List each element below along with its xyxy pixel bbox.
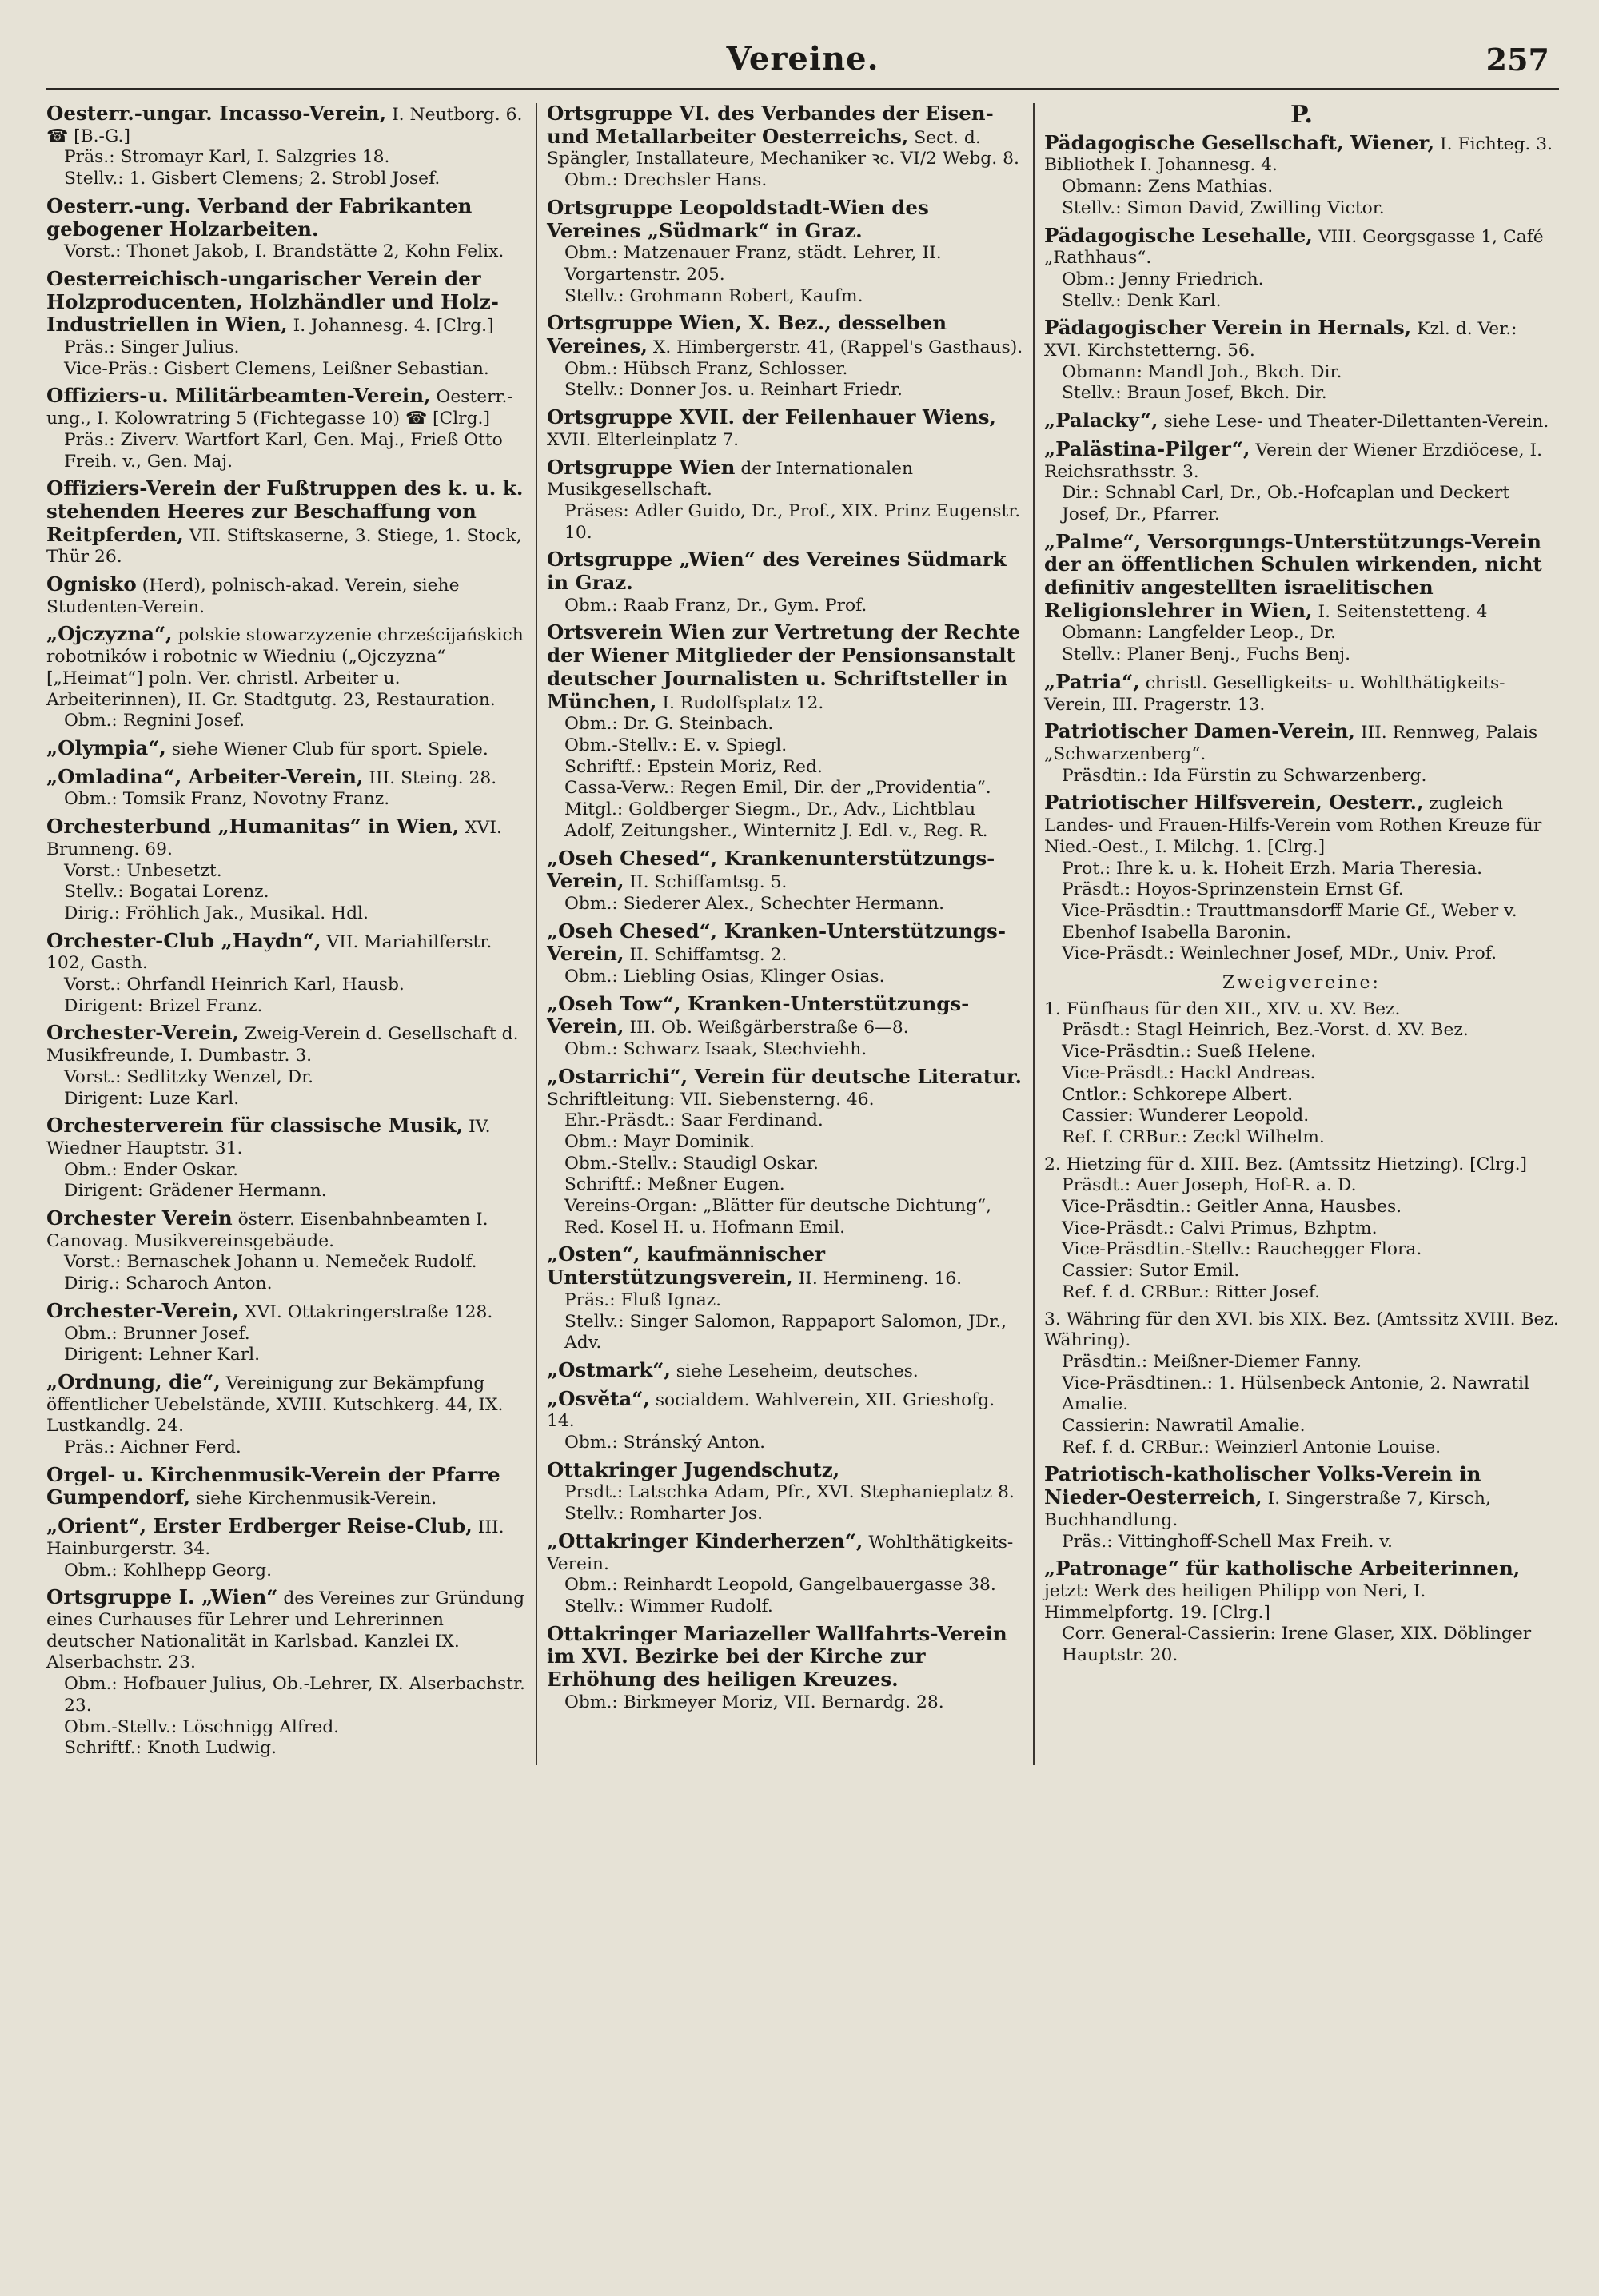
entry-address: I. Neutborg. 6. ☎ [B.-G.] <box>46 105 523 146</box>
entry-officer-line: Ref. f. d. CRBur.: Weinzierl Antonie Louise. <box>1062 1437 1441 1457</box>
entry-address: siehe Lese- und Theater-Dilettanten-Verein. <box>1163 412 1549 432</box>
entry-name: „Oseh Chesed“, Krankenunterstützungs-Verein, <box>547 846 995 893</box>
entry-address: X. Himbergerstr. 41, (Rappel's Gasthaus). <box>652 337 1023 358</box>
entry-officer-line: Schriftf.: Meßner Eugen. <box>564 1174 785 1195</box>
entry-name: Orgel- u. Kirchenmusik-Verein der Pfarre Gumpendorf, <box>46 1462 500 1509</box>
entry-officer-line: Ehr.-Präsdt.: Saar Ferdinand. <box>564 1110 823 1131</box>
entry-officer-line: Dirigent: Luze Karl. <box>64 1088 240 1109</box>
entry-officer-line: Obm.: Stránský Anton. <box>564 1433 766 1453</box>
directory-entry <box>547 313 1023 401</box>
directory-entry <box>1044 792 1559 965</box>
entry-name: Offiziers-Verein der Fußtruppen des k. u. k. stehenden Heeres zur Beschaffung von Reitpferden, <box>46 476 524 546</box>
entry-first-line <box>547 1457 1023 1483</box>
entry-officer-line: Präsdt.: Stagl Heinrich, Bez.-Vorst. d. XV. Bez. <box>1062 1020 1469 1041</box>
entry-first-line <box>547 197 1023 243</box>
directory-entry <box>46 1516 526 1581</box>
entry-address: VII. Stiftskaserne, 3. Stiege, 1. Stock, Thür 26. <box>46 525 522 568</box>
entry-address: siehe Leseheim, deutsches. <box>676 1361 919 1381</box>
entry-name: „Ordnung, die“, <box>46 1369 221 1393</box>
entry-first-line <box>46 1298 526 1324</box>
entry-officer-line: Mitgl.: Goldberger Siegm., Dr., Adv., Lichtblau Adolf, Zeitungsher., Winternitz J. Edl. v., Reg. R. <box>564 799 988 841</box>
entry-officer-line: Dirig.: Scharoch Anton. <box>64 1274 273 1294</box>
entry-officer-line: Obm.: Raab Franz, Dr., Gym. Prof. <box>564 595 867 616</box>
entry-officer-line: Obm.: Matzenauer Franz, städt. Lehrer, II. Vorgartenstr. 205. <box>564 243 942 285</box>
entry-first-line <box>1044 225 1559 269</box>
entry-first-line <box>46 1516 526 1560</box>
entry-name: „Ottakringer Kinderherzen“, <box>547 1529 863 1553</box>
entry-first-line <box>46 764 526 790</box>
entry-officer-line: Vorst.: Sedlitzky Wenzel, Dr. <box>64 1066 314 1087</box>
directory-entry <box>547 457 1023 544</box>
entry-address: Kzl. d. Ver.: XVI. Kirchstetterng. 56. <box>1044 319 1517 361</box>
entry-name: „Oseh Tow“, Kranken-Unterstützungs-Verein, <box>547 991 970 1038</box>
entry-name: „Osten“, kaufmännischer Unterstützungsverein, <box>547 1242 826 1290</box>
entry-address: I. Rudolfsplatz 12. <box>662 692 824 713</box>
entry-first-line <box>46 1587 526 1674</box>
entry-officer-line: Obm.: Dr. G. Steinbach. <box>564 714 774 735</box>
entry-officer-line: Vice-Präs.: Gisbert Clemens, Leißner Sebastian. <box>64 358 489 379</box>
entry-officer-line: Stellv.: Denk Karl. <box>1062 290 1222 311</box>
entry-officer-line: Vice-Präsdtin.: Trauttmansdorff Marie Gf., Weber v. Ebenhof Isabella Baronin. <box>1062 900 1517 943</box>
entry-officer-line: Vorst.: Thonet Jakob, I. Brandstätte 2, Kohn Felix. <box>64 241 504 262</box>
entry-officer-line: Obm.: Siederer Alex., Schechter Hermann. <box>564 893 945 914</box>
directory-entry <box>547 197 1023 308</box>
entry-officer-line: Obm.: Schwarz Isaak, Stechviehh. <box>564 1039 867 1060</box>
entry-officer-line: Vice-Präsdtinen.: 1. Hülsenbeck Antonie, 2. Nawratil Amalie. <box>1062 1373 1529 1415</box>
entry-name: „Patronage“ für katholische Arbeiterinnen, <box>1044 1557 1521 1580</box>
entry-officer-line: Präsdt.: Hoyos-Sprinzenstein Ernst Gf. <box>1062 879 1404 900</box>
entry-address: zugleich Landes- und Frauen-Hilfs-Verein vom Rothen Kreuze für Nied.-Oest., I. Milchg. 1. [Clrg.] <box>1044 794 1542 857</box>
entry-name: „Patria“, <box>1044 669 1140 693</box>
branch-heading: Zweigvereine: <box>1222 973 1381 994</box>
entry-first-line <box>547 1066 1023 1110</box>
entry-officer-line: Cntlor.: Schkorepe Albert. <box>1062 1084 1294 1105</box>
entry-name: „Ostmark“, <box>547 1357 671 1381</box>
entry-name: „Palme“, Versorgungs-Unterstützungs-Verein der an öffentlichen Schulen wirkenden, nicht definitiv angestellten israelitischen Religionslehrer in Wien, <box>1044 529 1542 622</box>
directory-entry <box>547 549 1023 616</box>
entry-officer-line: Präs.: Aichner Ferd. <box>64 1437 241 1458</box>
entry-officer-line: Obm.: Jenny Friedrich. <box>1062 269 1264 289</box>
entry-officer-line: Stellv.: Grohmann Robert, Kaufm. <box>564 285 863 306</box>
entry-address: 3. Währing für den XVI. bis XIX. Bez. (Amtssitz XVIII. Bez. Währing). <box>1044 1309 1559 1351</box>
entry-address: 1. Fünfhaus für den XII., XIV. u. XV. Bez. <box>1044 999 1401 1019</box>
entry-first-line <box>1044 999 1559 1021</box>
entry-officer-line: Prsdt.: Latschka Adam, Pfr., XVI. Stephanieplatz 8. <box>564 1482 1015 1503</box>
entry-officer-line: Obmann: Langfelder Leop., Dr. <box>1062 623 1337 644</box>
entry-address: polskie stowarzyzenie chrześcijańskich robotników i robotnic w Wiedniu („Ojczyzna“ [„Heimat“] poln. Ver. christl. Arbeiter u. Arbeiterinnen), II. Gr. Stadtgutg. 23, Restauration. <box>46 625 524 710</box>
entry-address: der Internationalen Musikgesellschaft. <box>547 458 914 500</box>
directory-entry <box>46 1369 526 1459</box>
entry-address: jetzt: Werk des heiligen Philipp von Neri, I. Himmelpfortg. 19. [Clrg.] <box>1044 1581 1426 1623</box>
entry-first-line <box>46 1369 526 1437</box>
directory-entry <box>46 266 526 381</box>
entry-officer-line: Vice-Präsdtin.: Geitler Anna, Hausbes. <box>1062 1197 1402 1218</box>
directory-entry <box>46 1022 526 1110</box>
directory-entry <box>547 1066 1023 1239</box>
entry-first-line <box>46 816 526 860</box>
entry-address: 2. Hietzing für d. XIII. Bez. (Amtssitz Hietzing). [Clrg.] <box>1044 1154 1528 1174</box>
entry-first-line <box>547 921 1023 967</box>
directory-entry <box>547 103 1023 192</box>
entry-first-line <box>46 1462 526 1510</box>
entry-name: Pädagogische Lesehalle, <box>1044 223 1313 247</box>
entry-first-line <box>46 478 526 568</box>
entry-name: „Orient“, Erster Erdberger Reise-Club, <box>46 1514 473 1538</box>
column-1 <box>46 103 536 1765</box>
entry-officer-line: Stellv.: Bogatai Lorenz. <box>64 882 269 903</box>
directory-entry <box>46 103 526 190</box>
entry-address: (Herd), polnisch-akad. Verein, siehe Studenten-Verein. <box>46 576 460 617</box>
entry-first-line <box>547 407 1023 451</box>
entry-address: Sect. d. Spängler, Installateure, Mechaniker ꝛc. VI/2 Webg. 8. <box>547 127 1019 169</box>
entry-first-line <box>1044 721 1559 765</box>
entry-address: I. Johannesg. 4. [Clrg.] <box>293 316 494 337</box>
entry-officer-line: Cassa-Verw.: Regen Emil, Dir. der „Providentia“. <box>564 778 991 799</box>
entry-address: II. Schiffamtsg. 2. <box>629 945 788 966</box>
entry-officer-line: Präs.: Fluß Ignaz. <box>564 1290 722 1310</box>
entry-address: siehe Kirchenmusik-Verein. <box>196 1489 437 1509</box>
entry-officer-line: Obm.: Brunner Josef. <box>64 1323 250 1344</box>
directory-entry <box>46 735 526 761</box>
section-letter: P. <box>1290 103 1314 129</box>
entry-address: Vereinigung zur Bekämpfung öffentlicher Uebelstände, XVIII. Kutschkerg. 44, IX. Lustkandlg. 24. <box>46 1373 504 1437</box>
directory-entry <box>1044 225 1559 313</box>
entry-name: „Palacky“, <box>1044 409 1158 432</box>
entry-officer-line: Vice-Präsdtin.-Stellv.: Rauchegger Flora. <box>1062 1239 1422 1260</box>
directory-entry <box>1044 1558 1559 1667</box>
entry-officer-line: Obm.-Stellv.: E. v. Spiegl. <box>564 735 788 755</box>
entry-address: Schriftleitung: VII. Siebensterng. 46. <box>547 1089 875 1110</box>
entry-name: Pädagogischer Verein in Hernals, <box>1044 316 1412 340</box>
entries-a <box>1044 130 1559 965</box>
entry-officer-line: Dirigent: Lehner Karl. <box>64 1345 261 1365</box>
entry-address: siehe Wiener Club für sport. Spiele. <box>171 739 488 759</box>
entry-address: Zweig-Verein d. Gesellschaft d. Musikfreunde, I. Dumbastr. 3. <box>46 1024 519 1066</box>
entry-name: Ortsgruppe Wien <box>547 455 736 479</box>
directory-entry <box>547 1621 1023 1714</box>
entry-address: II. Schiffamtsg. 5. <box>629 872 788 893</box>
entry-first-line <box>1044 410 1559 433</box>
entry-first-line <box>46 103 526 147</box>
entry-officer-line: Vice-Präsdtin.: Sueß Helene. <box>1062 1042 1316 1062</box>
entry-name: Orchester-Verein, <box>46 1021 240 1045</box>
entry-officer-line: Schriftf.: Knoth Ludwig. <box>64 1738 277 1759</box>
entry-officer-line: Präs.: Ziverv. Wartfort Karl, Gen. Maj., Frieß Otto Freih. v., Gen. Maj. <box>64 429 503 472</box>
entry-first-line <box>1044 1154 1559 1176</box>
directory-entry <box>547 622 1023 842</box>
entry-first-line <box>1044 436 1559 483</box>
entry-first-line <box>46 385 526 429</box>
entry-address: III. Hainburgerstr. 34. <box>46 1517 504 1559</box>
entry-officer-line: Präs.: Stromayr Karl, I. Salzgries 18. <box>64 147 390 168</box>
entry-first-line <box>1044 529 1559 624</box>
entry-first-line <box>46 1022 526 1066</box>
entry-name: Orchester Verein <box>46 1206 233 1230</box>
entry-officer-line: Präsdtin.: Meißner-Diemer Fanny. <box>1062 1351 1362 1372</box>
entry-first-line <box>46 735 526 761</box>
directory-entry <box>547 1457 1023 1525</box>
entry-officer-line: Präses: Adler Guido, Dr., Prof., XIX. Prinz Eugenstr. 10. <box>564 500 1021 543</box>
entry-officer-line: Obm.: Kohlhepp Georg. <box>64 1560 273 1580</box>
entry-address: I. Seitenstetteng. 4 <box>1318 601 1488 622</box>
entry-first-line <box>1044 1558 1559 1624</box>
entry-officer-line: Stellv.: 1. Gisbert Clemens; 2. Strobl Josef. <box>64 169 441 189</box>
directory-entry <box>1044 721 1559 787</box>
entry-officer-line: Obm.: Reinhardt Leopold, Gangelbauergasse 38. <box>564 1575 996 1596</box>
entry-name: „Olympia“, <box>46 735 166 759</box>
entry-name: Orchester-Club „Haydn“, <box>46 928 321 952</box>
directory-entry <box>46 1587 526 1760</box>
entry-officer-line: Obm.: Regnini Josef. <box>64 711 245 731</box>
entry-first-line <box>1044 669 1559 716</box>
entry-officer-line: Ref. f. CRBur.: Zeckl Wilhelm. <box>1062 1126 1325 1147</box>
entry-address: socialdem. Wahlverein, XII. Grieshofg. 14. <box>547 1389 995 1432</box>
entry-name: Pädagogische Gesellschaft, Wiener, <box>1044 130 1435 154</box>
entry-first-line <box>547 103 1023 170</box>
entry-address: XVII. Elterleinplatz 7. <box>547 429 740 450</box>
entry-officer-line: Vice-Präsdt.: Hackl Andreas. <box>1062 1062 1316 1083</box>
entry-name: Ognisko <box>46 572 137 596</box>
entry-officer-line: Stellv.: Planer Benj., Fuchs Benj. <box>1062 644 1351 665</box>
entry-address: Oesterr.-ung., I. Kolowratring 5 (Fichtegasse 10) ☎ [Clrg.] <box>46 387 513 429</box>
entry-name: Ortsgruppe VI. des Verbandes der Eisen- und Metallarbeiter Oesterreichs, <box>547 103 994 148</box>
directory-entry <box>547 921 1023 988</box>
entry-first-line <box>547 1244 1023 1290</box>
directory-entry <box>46 624 526 732</box>
entry-officer-line: Dir.: Schnabl Carl, Dr., Ob.-Hofcaplan und Deckert Josef, Dr., Pfarrer. <box>1062 483 1510 524</box>
entry-officer-line: Vice-Präsdt.: Weinlechner Josef, MDr., Univ. Prof. <box>1062 943 1497 964</box>
directory-entry <box>1044 669 1559 716</box>
entry-name: Orchesterbund „Humanitas“ in Wien, <box>46 815 460 839</box>
entry-name: Patriotischer Damen-Verein, <box>1044 719 1356 743</box>
entry-officer-line: Obm.: Drechsler Hans. <box>564 170 768 191</box>
entry-first-line <box>547 1386 1023 1433</box>
page-number: 257 <box>1485 42 1549 78</box>
entry-officer-line: Obm.: Tomsik Franz, Novotny Franz. <box>64 789 390 810</box>
entry-officer-line: Ref. f. d. CRBur.: Ritter Josef. <box>1062 1282 1321 1302</box>
entry-address: Verein der Wiener Erzdiöcese, I. Reichsrathsstr. 3. <box>1044 440 1543 482</box>
entry-first-line <box>46 1208 526 1252</box>
directory-entry <box>46 478 526 568</box>
entry-first-line <box>46 574 526 618</box>
entry-first-line <box>547 549 1023 595</box>
entry-officer-line: Cassier: Sutor Emil. <box>1062 1261 1240 1282</box>
directory-entry <box>547 1357 1023 1383</box>
entry-first-line <box>1044 130 1559 177</box>
entry-first-line <box>547 457 1023 501</box>
entry-officer-line: Vice-Präsdt.: Calvi Primus, Bzhptm. <box>1062 1218 1378 1238</box>
entry-name: Ortsgruppe XVII. der Feilenhauer Wiens, <box>547 405 997 429</box>
entry-name: Patriotisch-katholischer Volks-Verein in Nieder-Oesterreich, <box>1044 1462 1481 1509</box>
directory-entry <box>547 848 1023 915</box>
directory-entry <box>46 764 526 811</box>
directory-entry <box>1044 130 1559 220</box>
entry-officer-line: Dirigent: Brizel Franz. <box>64 995 263 1016</box>
entry-name: „Palästina-Pilger“, <box>1044 436 1250 460</box>
entry-name: Ortsgruppe „Wien“ des Vereines Südmark in Graz. <box>547 548 1007 595</box>
entry-name: „Ostarrichi“, Verein für deutsche Literatur. <box>547 1064 1023 1088</box>
entry-address: III. Steing. 28. <box>369 767 497 788</box>
directory-entry <box>1044 1309 1559 1459</box>
directory-entry <box>1044 410 1559 433</box>
entry-name: Patriotischer Hilfsverein, Oesterr., <box>1044 791 1424 815</box>
entry-address: österr. Eisenbahnbeamten I. Canovag. Musikvereinsgebäude. <box>46 1210 488 1251</box>
directory-entry <box>1044 436 1559 526</box>
entry-address: IV. Wiedner Hauptstr. 31. <box>46 1117 491 1158</box>
entry-first-line <box>547 1531 1023 1575</box>
entry-name: Ortsgruppe I. „Wien“ <box>46 1585 278 1609</box>
entry-address: II. Hermineng. 16. <box>798 1269 963 1290</box>
entry-address: I. Fichteg. 3. Bibliothek I. Johannesg. 4. <box>1044 134 1553 176</box>
entry-officer-line: Obm.: Birkmeyer Moriz, VII. Bernardg. 28. <box>564 1692 944 1712</box>
entry-officer-line: Stellv.: Simon David, Zwilling Victor. <box>1062 197 1385 218</box>
entry-officer-line: Vorst.: Ohrfandl Heinrich Karl, Hausb. <box>64 975 405 995</box>
entry-address: VII. Mariahilferstr. 102, Gasth. <box>46 931 492 974</box>
entry-officer-line: Vorst.: Bernaschek Johann u. Nemeček Rudolf. <box>64 1252 477 1273</box>
entry-officer-line: Vorst.: Unbesetzt. <box>64 860 222 881</box>
directory-entry <box>1044 999 1559 1149</box>
entry-officer-line: Obm.-Stellv.: Löschnigg Alfred. <box>64 1716 340 1737</box>
entry-name: Orchester-Verein, <box>46 1298 240 1322</box>
entry-name: „Ojczyzna“, <box>46 622 173 646</box>
entry-first-line <box>547 313 1023 358</box>
entry-officer-line: Stellv.: Wimmer Rudolf. <box>564 1596 773 1616</box>
directory-entry <box>46 816 526 925</box>
directory-entry <box>1044 1154 1559 1304</box>
directory-entry <box>46 1462 526 1510</box>
directory-entry <box>1044 529 1559 666</box>
entry-name: Oesterr.-ung. Verband der Fabrikanten gebogener Holzarbeiten. <box>46 193 473 241</box>
entry-officer-line: Vereins-Organ: „Blätter für deutsche Dichtung“, Red. Kosel H. u. Hofmann Emil. <box>564 1196 992 1238</box>
directory-entry <box>46 385 526 472</box>
entry-address: III. Rennweg, Palais „Schwarzenberg“. <box>1044 723 1538 764</box>
entry-address: Wohlthätigkeits-Verein. <box>547 1532 1014 1574</box>
entry-name: Oesterreichisch-ungarischer Verein der Holzproducenten, Holzhändler und Holz-Industriellen in Wien, <box>46 266 499 337</box>
entry-first-line <box>547 991 1023 1039</box>
entry-officer-line: Cassier: Wunderer Leopold. <box>1062 1106 1310 1126</box>
directory-entry <box>46 1115 526 1202</box>
entry-officer-line: Präs.: Vittinghoff-Schell Max Freih. v. <box>1062 1531 1393 1552</box>
entry-name: Ottakringer Jugendschutz, <box>547 1457 840 1481</box>
entry-first-line <box>547 1357 1023 1383</box>
entry-officer-line: Obm.: Hofbauer Julius, Ob.-Lehrer, IX. Alserbachstr. 23. <box>64 1674 525 1716</box>
entry-first-line <box>46 624 526 711</box>
entry-officer-line: Obm.: Liebling Osias, Klinger Osias. <box>564 967 885 987</box>
directory-entry <box>46 1208 526 1295</box>
entry-first-line <box>46 928 526 975</box>
entry-first-line <box>1044 1309 1559 1352</box>
entry-address: des Vereines zur Gründung eines Curhauses für Lehrer und Lehrerinnen deutscher Nationalität in Karlsbad. Kanzlei IX. Alserbachstr. 23. <box>46 1588 525 1673</box>
entry-address: I. Singerstraße 7, Kirsch, Buchhandlung. <box>1044 1489 1491 1530</box>
entry-officer-line: Stellv.: Romharter Jos. <box>564 1504 764 1525</box>
branch-list <box>1044 999 1559 1459</box>
entry-first-line <box>1044 1464 1559 1531</box>
entry-name: Ortsverein Wien zur Vertretung der Rechte der Wiener Mitglieder der Pensionsanstalt deutscher Journalisten u. Schriftsteller in München, <box>547 620 1021 713</box>
entry-officer-line: Obm.-Stellv.: Staudigl Oskar. <box>564 1153 819 1174</box>
page-title: Vereine. <box>726 40 879 78</box>
entry-name: Ortsgruppe Leopoldstadt-Wien des Vereines „Südmark“ in Graz. <box>547 195 929 242</box>
directory-entry <box>547 991 1023 1061</box>
entry-officer-line: Obm.: Mayr Dominik. <box>564 1131 756 1152</box>
columns <box>46 103 1559 1765</box>
entry-name: Oesterr.-ungar. Incasso-Verein, <box>46 103 387 125</box>
directory-entry <box>46 1298 526 1366</box>
entry-officer-line: Prot.: Ihre k. u. k. Hoheit Erzh. Maria Theresia. <box>1062 858 1483 879</box>
entry-first-line <box>547 1621 1023 1692</box>
entry-name: Ottakringer Mariazeller Wallfahrts-Verein im XVI. Bezirke bei der Kirche zur Erhöhung des heiligen Kreuzes. <box>547 1621 1007 1692</box>
entries-b <box>1044 1464 1559 1666</box>
entry-name: „Oseh Chesed“, Kranken-Unterstützungs-Verein, <box>547 919 1007 966</box>
entry-officer-line: Cassierin: Nawratil Amalie. <box>1062 1416 1306 1437</box>
entry-address: christl. Geselligkeits- u. Wohlthätigkeits-Verein, III. Pragerstr. 13. <box>1044 672 1505 715</box>
column-3 <box>1033 103 1559 1765</box>
entry-officer-line: Präsdt.: Auer Joseph, Hof-R. a. D. <box>1062 1175 1357 1196</box>
entry-officer-line: Obmann: Mandl Joh., Bkch. Dir. <box>1062 361 1342 382</box>
directory-entry <box>547 1244 1023 1354</box>
entry-address: XVI. Brunneng. 69. <box>46 818 502 859</box>
directory-entry <box>46 574 526 618</box>
entry-officer-line: Corr. General-Cassierin: Irene Glaser, XIX. Döblinger Hauptstr. 20. <box>1062 1624 1532 1666</box>
entry-first-line <box>547 848 1023 894</box>
entry-officer-line: Stellv.: Braun Josef, Bkch. Dir. <box>1062 383 1327 404</box>
entry-officer-line: Obm.: Hübsch Franz, Schlosser. <box>564 358 848 379</box>
entry-first-line <box>46 266 526 337</box>
column-2 <box>536 103 1033 1765</box>
entry-address: XVI. Ottakringerstraße 128. <box>245 1301 493 1322</box>
entry-officer-line: Dirigent: Grädener Hermann. <box>64 1181 327 1202</box>
entry-name: Ortsgruppe Wien, X. Bez., desselben Vereines, <box>547 311 947 358</box>
directory-entry <box>1044 317 1559 405</box>
entry-officer-line: Stellv.: Singer Salomon, Rappaport Salomon, JDr., Adv. <box>564 1311 1007 1353</box>
entry-officer-line: Dirig.: Fröhlich Jak., Musikal. Hdl. <box>64 903 369 923</box>
entry-first-line <box>46 1115 526 1159</box>
directory-entry <box>547 407 1023 451</box>
entry-first-line <box>547 622 1023 714</box>
entry-officer-line: Obm.: Ender Oskar. <box>64 1159 239 1180</box>
entry-name: „Omladina“, Arbeiter-Verein, <box>46 764 364 788</box>
directory-entry <box>547 1386 1023 1454</box>
directory-entry <box>547 1531 1023 1618</box>
entry-first-line <box>1044 792 1559 858</box>
directory-entry <box>1044 1464 1559 1553</box>
entry-name: Orchesterverein für classische Musik, <box>46 1114 464 1138</box>
directory-entry <box>46 193 526 263</box>
entry-officer-line: Schriftf.: Epstein Moriz, Red. <box>564 756 823 777</box>
page-header <box>46 38 1559 90</box>
entry-first-line <box>46 193 526 241</box>
entry-first-line <box>1044 317 1559 361</box>
entry-address: VIII. Georgsgasse 1, Café „Rathhaus“. <box>1044 226 1544 269</box>
entry-address: III. Ob. Weißgärberstraße 6—8. <box>629 1018 909 1038</box>
entry-name: Offiziers-u. Militärbeamten-Verein, <box>46 384 431 408</box>
entry-officer-line: Stellv.: Donner Jos. u. Reinhart Friedr. <box>564 380 903 401</box>
entry-officer-line: Obmann: Zens Mathias. <box>1062 177 1274 197</box>
directory-entry <box>46 928 526 1018</box>
entry-officer-line: Präsdtin.: Ida Fürstin zu Schwarzenberg. <box>1062 765 1427 786</box>
entry-name: „Osvěta“, <box>547 1386 650 1410</box>
entry-officer-line: Präs.: Singer Julius. <box>64 337 240 358</box>
